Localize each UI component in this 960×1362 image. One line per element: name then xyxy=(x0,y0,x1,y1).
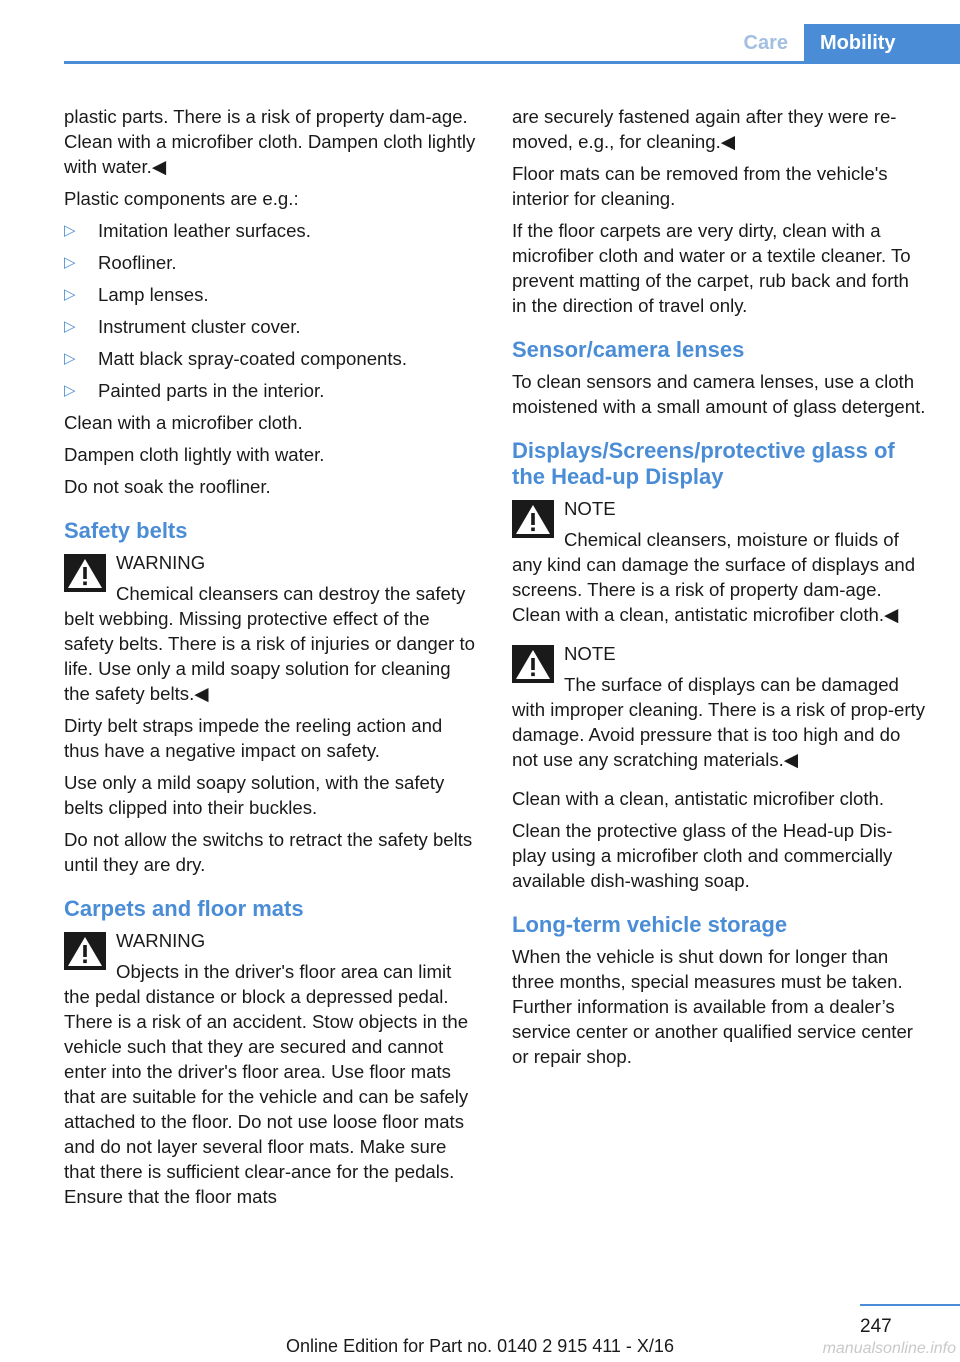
warning-label: WARNING xyxy=(116,930,206,951)
paragraph: Do not soak the roofliner. xyxy=(64,476,271,497)
header-tabs xyxy=(728,24,960,62)
paragraph: Plastic components are e.g.: xyxy=(64,188,299,209)
paragraph: are securely fastened again after they were re‐moved, e.g., for cleaning.◀ xyxy=(512,106,897,152)
plastic-components-list xyxy=(64,218,476,403)
note-text: Chemical cleansers, moisture or fluids of any kind can damage the surface of displays and screens. There is a risk of property dam‐age. Clean with a clean, antistatic microfiber cloth.◀ xyxy=(512,529,916,625)
bullet-triangle-icon: ▷ xyxy=(64,318,76,335)
watermark: manualsonline.info xyxy=(822,1340,956,1357)
warning-icon xyxy=(512,500,554,538)
paragraph: When the vehicle is shut down for longer than three months, special measures must be taken. Further information is available from a dealer’s service center or another qualified service center or repair shop. xyxy=(512,946,914,1067)
paragraph: Clean with a microfiber cloth. xyxy=(64,412,303,433)
list-item: ▷ Matt black spray-coated components. xyxy=(64,348,408,369)
warning-icon xyxy=(512,645,554,683)
paragraph: To clean sensors and camera lenses, use a cloth moistened with a small amount of glass detergent. xyxy=(512,371,926,417)
paragraph: Dirty belt straps impede the reeling action and thus have a negative impact on safety. xyxy=(64,715,443,761)
note-label: NOTE xyxy=(564,498,616,519)
paragraph: If the floor carpets are very dirty, clean with a microfiber cloth and water or a textile cleaner. To prevent matting of the carpet, rub back and forth in the direction of travel only. xyxy=(512,220,911,316)
heading-safety-belts: Safety belts xyxy=(64,518,188,543)
paragraph: Clean with a clean, antistatic microfiber cloth. xyxy=(512,788,885,809)
paragraph: Do not allow the switchs to retract the safety belts until they are dry. xyxy=(64,829,473,875)
warning-label: WARNING xyxy=(116,552,206,573)
heading-displays-screens: Displays/Screens/protective glass of the Head-up Display xyxy=(512,438,895,489)
warning-block xyxy=(64,928,476,1209)
warning-text: Objects in the driver's floor area can limit the pedal distance or block a depressed pedal. There is a risk of an accident. Stow objects in the vehicle such that they are secured and cannot enter into the driver's floor area. Use floor mats that are suitable for the vehicle and can be safely attached to the floor. Do not use loose floor mats and do not layer several floor mats. Make sure that there is sufficient clear‐ance for the pedals. Ensure that the floor mats xyxy=(64,961,469,1207)
bullet-triangle-icon: ▷ xyxy=(64,350,76,367)
bullet-triangle-icon: ▷ xyxy=(64,286,76,303)
note-block xyxy=(512,496,926,627)
warning-block xyxy=(64,550,476,706)
paragraph: Floor mats can be removed from the vehicle's interior for cleaning. xyxy=(512,163,888,209)
tab-care: Care xyxy=(728,24,804,62)
bullet-triangle-icon: ▷ xyxy=(64,254,76,271)
heading-sensor-camera-lenses: Sensor/camera lenses xyxy=(512,337,745,362)
paragraph: Dampen cloth lightly with water. xyxy=(64,444,325,465)
page-number: 247 xyxy=(860,1316,892,1337)
footer-divider xyxy=(860,1304,960,1306)
paragraph: Use only a mild soapy solution, with the safety belts clipped into their buckles. xyxy=(64,772,445,818)
note-text: The surface of displays can be damaged with improper cleaning. There is a risk of prop‐erty damage. Avoid pressure that is too high and do not use any scratching materials.◀ xyxy=(512,674,926,770)
list-item: ▷ Instrument cluster cover. xyxy=(64,316,301,337)
list-item: ▷ Roofliner. xyxy=(64,252,177,273)
footer-edition: Online Edition for Part no. 0140 2 915 411 - X/16 xyxy=(286,1336,674,1356)
bullet-triangle-icon: ▷ xyxy=(64,382,76,399)
left-column xyxy=(64,104,476,1216)
list-item: ▷ Painted parts in the interior. xyxy=(64,380,325,401)
paragraph: plastic parts. There is a risk of property dam‐age. Clean with a microfiber cloth. Dampen cloth lightly with water.◀ xyxy=(64,106,476,177)
header-divider xyxy=(64,61,960,64)
note-block xyxy=(512,641,926,772)
warning-icon xyxy=(64,932,106,970)
heading-long-term-storage: Long-term vehicle storage xyxy=(512,912,788,937)
warning-text: Chemical cleansers can destroy the safety belt webbing. Missing protective effect of the safety belts. There is a risk of injuries or danger to life. Use only a mild soapy solution for cleaning the safety belts.◀ xyxy=(64,583,475,704)
heading-carpets-floor-mats: Carpets and floor mats xyxy=(64,896,304,921)
note-label: NOTE xyxy=(564,643,616,664)
bullet-triangle-icon: ▷ xyxy=(64,222,76,239)
right-column xyxy=(512,104,926,1076)
paragraph: Clean the protective glass of the Head-up Dis‐play using a microfiber cloth and commercially available dish-washing soap. xyxy=(512,820,893,891)
tab-mobility: Mobility xyxy=(804,24,960,62)
list-item: ▷ Lamp lenses. xyxy=(64,284,209,305)
list-item: ▷ Imitation leather surfaces. xyxy=(64,220,311,241)
warning-icon xyxy=(64,554,106,592)
